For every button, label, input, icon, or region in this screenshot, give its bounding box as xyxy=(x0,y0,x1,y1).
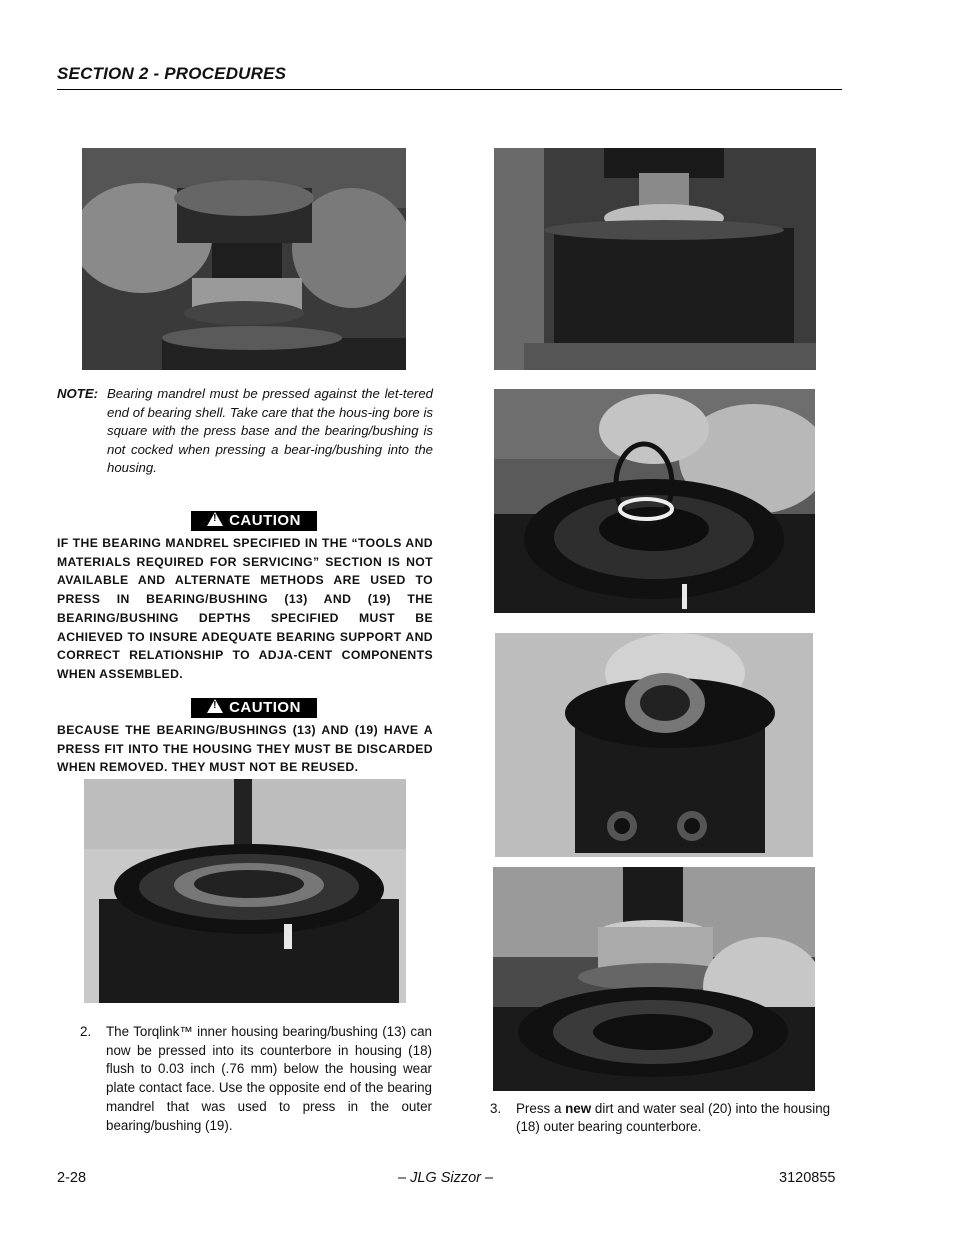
footer-center: – JLG Sizzor – xyxy=(398,1170,494,1186)
photo-bearing-insertion xyxy=(495,633,813,857)
photo-seal-press xyxy=(493,867,815,1091)
caution-text: BECAUSE THE BEARING/BUSHINGS (13) AND (19) HAVE A PRESS FIT INTO THE HOUSING THEY MUST BE DISCARDED WHEN REMOVED. THEY MUST NOT BE REUSED. xyxy=(57,723,433,775)
photo-inner-bearing-housing xyxy=(84,779,406,1003)
step-text: The Torqlink™ inner housing bearing/bushing (13) can now be pressed into its counterbore in housing (18) flush to 0.03 inch (.76 mm) below the housing wear plate contact face. Use the opposite end of the bearing mandrel that was used to press in the outer bearing/bushing (19). xyxy=(106,1024,432,1133)
photo-press-housing xyxy=(494,148,816,370)
emphasis-new: new xyxy=(565,1101,592,1116)
caution-label: CAUTION xyxy=(229,699,301,716)
step-number: 3. xyxy=(490,1101,502,1116)
step-3 xyxy=(490,1100,842,1136)
step-2 xyxy=(80,1023,432,1135)
note-block xyxy=(57,385,433,478)
photo-seal-insertion xyxy=(494,389,815,613)
section-title: SECTION 2 - PROCEDURES xyxy=(57,64,287,83)
warning-triangle-icon xyxy=(207,512,223,526)
note-label: NOTE: xyxy=(57,386,99,401)
page-number: 2-28 xyxy=(57,1170,87,1186)
header-rule xyxy=(57,89,842,90)
photo-bearing-mandrel-press xyxy=(82,148,406,370)
caution-text: IF THE BEARING MANDREL SPECIFIED IN THE “TOOLS AND MATERIALS REQUIRED FOR SERVICING” SECTION IS NOT AVAILABLE AND ALTERNATE METHODS ARE USED TO PRESS IN BEARING/BUSHING (13) AND (19) THE BEARING/BUSHING DEPTHS SPECIFIED MUST BE ACHIEVED TO INSURE ADEQUATE BEARING SUPPORT AND CORRECT RELATIONSHIP TO ADJA-CENT COMPONENTS WHEN ASSEMBLED. xyxy=(57,536,433,681)
caution-badge xyxy=(191,698,317,718)
doc-number: 3120855 xyxy=(779,1170,836,1186)
note-text: Bearing mandrel must be pressed against the let-tered end of bearing shell. Take care that the hous-ing bore is square with the press base and the bearing/bushing is not cocked when pressing a bear-ing/bushing into the housing. xyxy=(107,386,433,475)
caution-badge xyxy=(191,511,317,531)
step-number: 2. xyxy=(80,1024,92,1039)
step-text: Press a new dirt and water seal (20) into the housing (18) outer bearing counterbore. xyxy=(516,1101,831,1134)
caution-label: CAUTION xyxy=(229,512,301,529)
warning-triangle-icon xyxy=(207,699,223,713)
